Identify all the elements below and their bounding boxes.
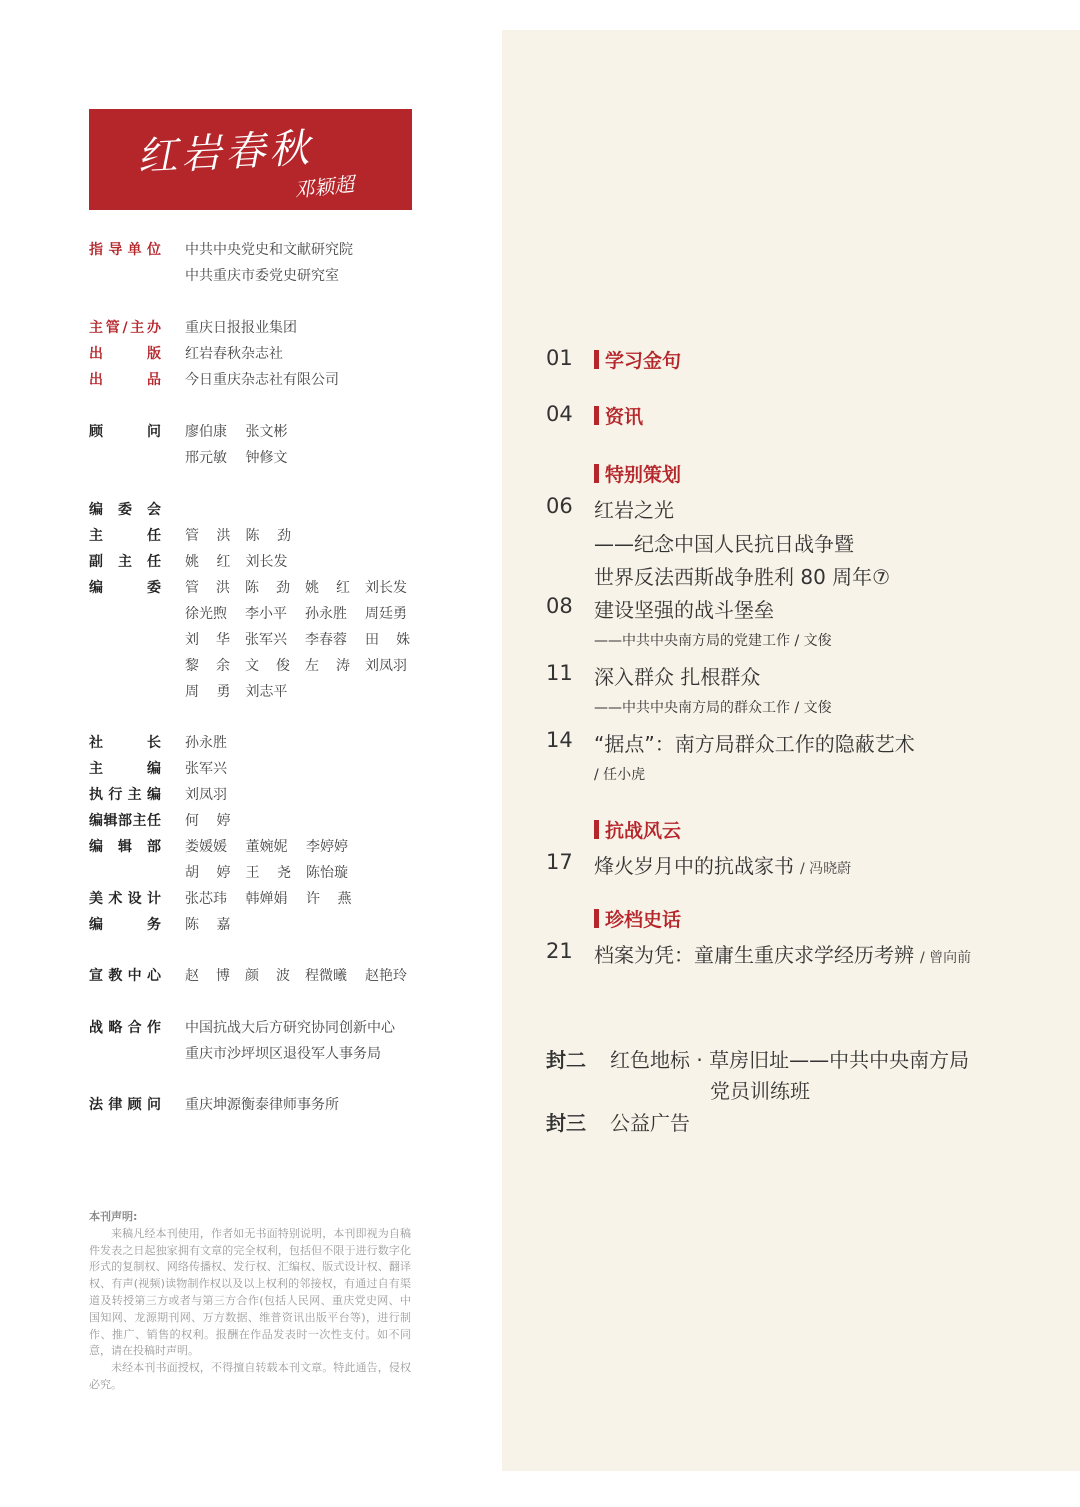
staff-row-editorial: [89, 834, 348, 881]
staff-name: 王 尧: [245, 865, 291, 881]
staff-name: 赵艳玲: [365, 968, 407, 984]
staff-name: 钟修文: [245, 450, 288, 466]
staff-row-affairs: [89, 912, 231, 938]
toc-page-number: 06: [546, 494, 573, 518]
staff-name: 胡 婷: [185, 865, 231, 881]
toc-section-title[interactable]: 学习金句: [594, 346, 681, 373]
staff-label: 法 律 顾 问: [89, 1097, 161, 1113]
staff-name: 孙永胜: [185, 735, 227, 751]
cover-title[interactable]: 红色地标 · 草房旧址——中共中央南方局: [610, 1048, 970, 1072]
toc-article-byline: ——中共中央南方局的群众工作 / 文俊: [594, 700, 832, 716]
staff-values: [185, 1015, 425, 1067]
staff-value: 中共中央党史和文献研究院: [185, 242, 353, 258]
toc-article-author: / 冯晓蔚: [800, 861, 852, 877]
staff-name: 娄媛媛: [185, 839, 227, 855]
staff-row-members: [89, 575, 410, 700]
staff-label: 出 品: [89, 372, 161, 388]
masthead-signature: 邓颖超: [293, 171, 356, 203]
staff-name: 黎 余: [185, 658, 230, 674]
staff-label: 美 术 设 计: [89, 891, 161, 907]
staff-name: 陈怡璇: [306, 865, 348, 881]
copyright-notice: [89, 1209, 411, 1394]
section-marker: [594, 820, 599, 839]
staff-name: 李小平: [245, 606, 287, 622]
toc-page-number: 01: [546, 346, 573, 370]
staff-name: 许 燕: [306, 891, 352, 907]
staff-name: 刘凤羽: [365, 658, 407, 674]
staff-names: [185, 730, 425, 756]
notice-paragraph: 来稿凡经本刊使用，作者如无书面特别说明，本刊即视为自稿件发表之日起独家拥有文章的完全权利，包括但不限于进行数字化形式的复制权、网络传播权、发行权、汇编权、版式设计权、翻译权、有声(视频)读物制作权以及以上权利的邻接权，有通过自有渠道及转授第三方或者与第三方合作(包括人民网、重庆党史网、中国知网、龙源期刊网、万方数据、维普资讯出版平台等)，进行制作、推广、销售的权利。报酬在作品发表时一次性支付。如不同意，请在投稿时声明。: [89, 1226, 411, 1358]
staff-names: [185, 419, 425, 471]
staff-name: 刘凤羽: [185, 787, 227, 803]
staff-row-exec-editor: [89, 782, 227, 808]
staff-label: 编 委 会: [89, 502, 161, 518]
staff-name: 陈 劲: [245, 528, 291, 544]
staff-row-vice-director: [89, 549, 288, 575]
staff-name: 邢元敏: [185, 450, 227, 466]
staff-row-strategic: [89, 1015, 395, 1062]
staff-name: 管 洪: [185, 580, 230, 596]
cover-label: 封三: [546, 1111, 586, 1135]
staff-name: 张军兴: [245, 632, 287, 648]
toc-article-title[interactable]: “据点”：南方局群众工作的隐蔽艺术: [594, 732, 915, 756]
staff-names: [185, 886, 425, 912]
section-marker: [594, 909, 599, 928]
staff-row-sponsor: [89, 315, 297, 341]
staff-label: 编 辑 部: [89, 839, 161, 855]
toc-article-title[interactable]: 深入群众 扎根群众: [594, 665, 761, 689]
staff-label: 编 委: [89, 580, 161, 596]
staff-name: 李婷婷: [306, 839, 348, 855]
toc-section-title: 珍档史话: [594, 905, 681, 932]
masthead-logo: [89, 109, 412, 210]
staff-name: 张芯玮: [185, 891, 227, 907]
section-marker: [594, 464, 599, 483]
staff-name: 田 姝: [365, 632, 410, 648]
staff-name: 姚 红: [185, 554, 231, 570]
staff-name: 徐光煦: [185, 606, 227, 622]
staff-name: 颜 波: [245, 968, 290, 984]
staff-label: 战 略 合 作: [89, 1020, 161, 1036]
staff-value: 中共重庆市委党史研究室: [185, 268, 339, 284]
toc-article-author: / 曾向前: [920, 950, 972, 966]
staff-name: 廖伯康: [185, 424, 227, 440]
staff-row-publisher: [89, 341, 283, 367]
toc-page-number: 17: [546, 850, 573, 874]
toc-article-title[interactable]: 红岩之光: [594, 498, 674, 522]
toc-article-subtitle[interactable]: ——纪念中国人民抗日战争暨: [594, 532, 854, 556]
staff-values: [185, 237, 425, 289]
toc-page-number: 08: [546, 594, 573, 618]
staff-names: [185, 756, 425, 782]
section-marker: [594, 350, 599, 369]
staff-name: 程微曦: [305, 968, 347, 984]
toc-page-number: 11: [546, 661, 573, 685]
notice-paragraph: 未经本刊书面授权，不得擅自转载本刊文章。特此通告，侵权必究。: [89, 1361, 411, 1391]
staff-label: 指 导 单 位: [89, 242, 161, 258]
toc-section-title: 特别策划: [594, 460, 681, 487]
staff-value: 中国抗战大后方研究协同创新中心: [185, 1020, 395, 1036]
staff-label: 出 版: [89, 346, 161, 362]
staff-name: 文 俊: [245, 658, 290, 674]
toc-section-title[interactable]: 资讯: [594, 402, 643, 429]
toc-article-title[interactable]: 建设坚强的战斗堡垒: [594, 598, 774, 622]
staff-name: 赵 博: [185, 968, 230, 984]
staff-name: 姚 红: [305, 580, 350, 596]
masthead-title: 红岩春秋: [136, 125, 315, 181]
staff-name: 董婉妮: [245, 839, 288, 855]
staff-names: [185, 963, 425, 989]
staff-value: 今日重庆杂志社有限公司: [185, 372, 339, 388]
staff-label: 主 管 / 主 办: [89, 320, 161, 336]
staff-name: 陈 劲: [245, 580, 290, 596]
staff-names: [185, 912, 425, 938]
staff-value: 重庆市沙坪坝区退役军人事务局: [185, 1046, 381, 1062]
toc-article-byline: / 任小虎: [594, 767, 646, 783]
toc-article-title[interactable]: 档案为凭：童庸生重庆求学经历考辨 / 曾向前: [594, 943, 972, 967]
toc-page-number: 21: [546, 939, 573, 963]
staff-name: 刘长发: [365, 580, 407, 596]
cover-title[interactable]: 公益广告: [610, 1111, 690, 1135]
staff-name: 陈 嘉: [185, 917, 231, 933]
staff-label: 宣 教 中 心: [89, 968, 161, 984]
staff-name: 张军兴: [185, 761, 227, 777]
cover-label: 封二: [546, 1048, 586, 1072]
toc-section-title: 抗战风云: [594, 816, 681, 843]
staff-names: [185, 575, 425, 705]
staff-row-director: [89, 523, 291, 549]
staff-label: 顾 问: [89, 424, 161, 440]
staff-name: 张文彬: [245, 424, 288, 440]
staff-value: 重庆日报报业集团: [185, 320, 297, 336]
staff-name: 周 勇: [185, 684, 231, 700]
staff-name: 管 洪: [185, 528, 231, 544]
staff-label: 主 编: [89, 761, 161, 777]
staff-names: [185, 782, 425, 808]
staff-row-guidance: [89, 237, 353, 284]
staff-name: 刘志平: [245, 684, 288, 700]
staff-row-promotion: [89, 963, 407, 989]
toc-page-number: 14: [546, 728, 573, 752]
staff-names: [185, 523, 425, 549]
toc-article-title[interactable]: 烽火岁月中的抗战家书 / 冯晓蔚: [594, 854, 852, 878]
staff-name: 孙永胜: [305, 606, 347, 622]
staff-names: [185, 808, 425, 834]
staff-label: 编 务: [89, 917, 161, 933]
staff-row-legal: [89, 1092, 339, 1118]
staff-row-president: [89, 730, 227, 756]
cover-title-continued[interactable]: 党员训练班: [710, 1079, 810, 1103]
staff-label: 社 长: [89, 735, 161, 751]
staff-value: 红岩春秋杂志社: [185, 346, 283, 362]
toc-article-subtitle[interactable]: 世界反法西斯战争胜利 80 周年⑦: [594, 565, 891, 589]
staff-name: 韩婵娟: [245, 891, 288, 907]
toc-page-number: 04: [546, 402, 573, 426]
staff-row-art-design: [89, 886, 352, 912]
toc-article-byline: ——中共中央南方局的党建工作 / 文俊: [594, 633, 832, 649]
staff-names: [185, 549, 425, 575]
staff-row-chief-editor: [89, 756, 227, 782]
staff-row-producer: [89, 367, 339, 393]
staff-label: 副 主 任: [89, 554, 161, 570]
staff-name: 刘 华: [185, 632, 230, 648]
staff-name: 何 婷: [185, 813, 231, 829]
staff-row-advisor: [89, 419, 288, 466]
staff-row-committee: [89, 497, 161, 523]
staff-label: 编 辑 部 主 任: [89, 813, 161, 829]
staff-label: 执 行 主 编: [89, 787, 161, 803]
notice-title: 本刊声明:: [89, 1210, 138, 1223]
staff-name: 周廷勇: [365, 606, 407, 622]
staff-name: 李春蓉: [305, 632, 347, 648]
staff-name: 左 涛: [305, 658, 350, 674]
staff-row-dept-head: [89, 808, 231, 834]
staff-label: 主 任: [89, 528, 161, 544]
staff-name: 刘长发: [245, 554, 288, 570]
staff-names: [185, 834, 425, 886]
staff-value: 重庆坤源衡泰律师事务所: [185, 1097, 339, 1113]
section-marker: [594, 406, 599, 425]
